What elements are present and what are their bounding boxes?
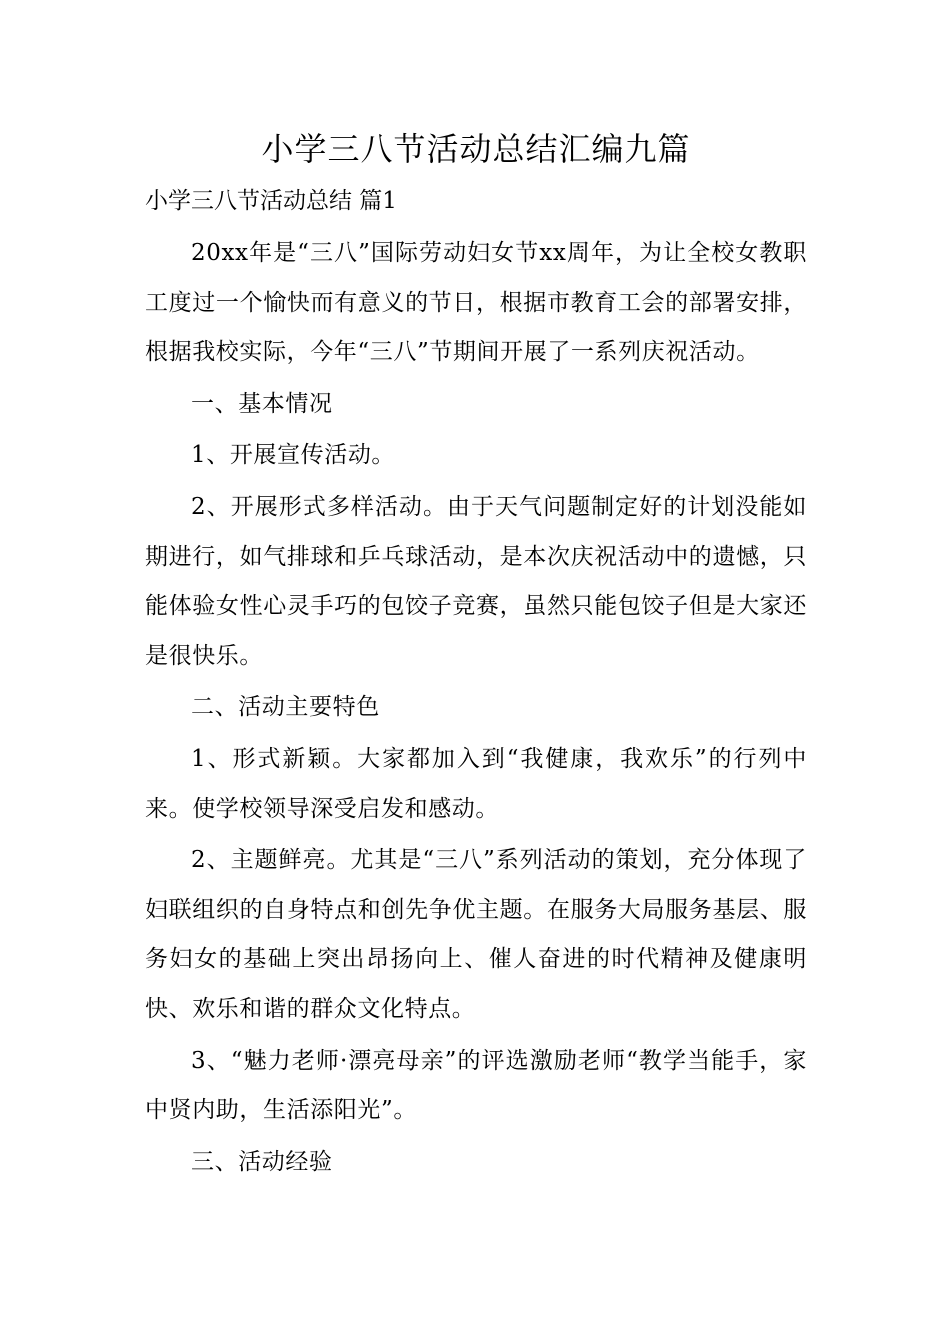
paragraph-item: 1、形式新颖。大家都加入到“我健康，我欢乐”的行列中来。使学校领导深受启发和感动。	[145, 745, 807, 822]
heading-main-features: 二、活动主要特色	[191, 694, 380, 721]
heading-experience: 三、活动经验	[191, 1148, 333, 1175]
paragraph-intro: 20xx年是“三八”国际劳动妇女节xx周年，为让全校女教职工度过一个愉快而有意义的节日，根据市教育工会的部署安排，根据我校实际，今年“三八”节期间开展了一系列庆祝活动。	[145, 240, 807, 366]
paragraph-item: 1、开展宣传活动。	[191, 442, 396, 469]
document-body	[145, 229, 807, 1189]
paragraph-item: 3、“魅力老师·漂亮母亲”的评选激励老师“教学当能手，家中贤内助，生活添阳光”。	[145, 1047, 807, 1124]
section-heading: 小学三八节活动总结 篇1	[145, 188, 397, 214]
paragraph-item: 2、主题鲜亮。尤其是“三八”系列活动的策划，充分体现了妇联组织的自身特点和创先争优主题。在服务大局服务基层、服务妇女的基础上突出昂扬向上、催人奋进的时代精神及健康明快、欢乐和谐的群众文化特点。	[145, 847, 807, 1022]
document-title: 小学三八节活动总结汇编九篇	[261, 130, 691, 168]
heading-basic-situation: 一、基本情况	[191, 390, 333, 417]
paragraph-item: 2、开展形式多样活动。由于天气问题制定好的计划没能如期进行，如气排球和乒乓球活动，是本次庆祝活动中的遗憾，只能体验女性心灵手巧的包饺子竞赛，虽然只能包饺子但是大家还是很快乐。	[145, 493, 807, 669]
